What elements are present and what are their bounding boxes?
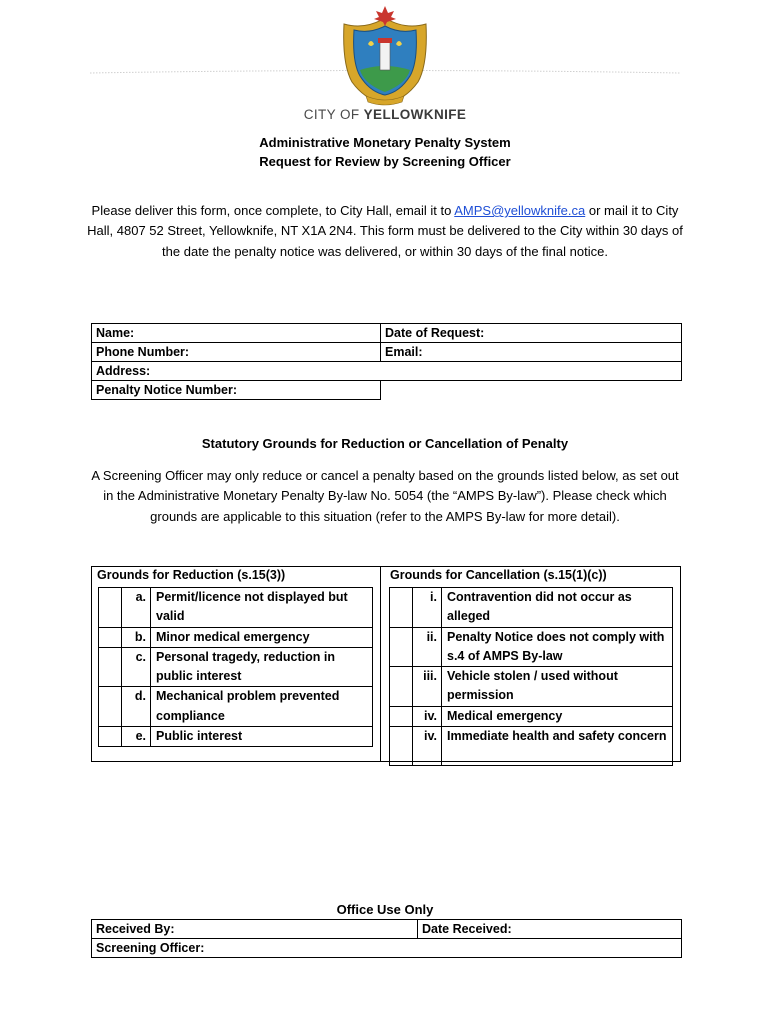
reduction-number: c. xyxy=(122,647,151,687)
cancellation-row xyxy=(390,588,673,628)
cancellation-checkbox[interactable] xyxy=(390,627,413,667)
form-title-line2: Request for Review by Screening Officer xyxy=(259,154,511,169)
reduction-row xyxy=(99,687,373,727)
cancellation-checkbox[interactable] xyxy=(390,706,413,726)
reduction-checkbox[interactable] xyxy=(99,687,122,727)
reduction-grounds-box xyxy=(91,566,381,762)
address-field[interactable]: Address: xyxy=(92,362,682,381)
cancellation-number: i. xyxy=(413,588,442,628)
grounds-heading: Statutory Grounds for Reduction or Cancellation of Penalty xyxy=(201,436,569,451)
reduction-number: d. xyxy=(122,687,151,727)
reduction-items-table xyxy=(98,587,373,747)
reduction-checkbox[interactable] xyxy=(99,627,122,647)
reduction-text: Mechanical problem prevented compliance xyxy=(151,687,373,727)
reduction-row xyxy=(99,647,373,687)
amps-email-link[interactable]: AMPS@yellowknife.ca xyxy=(454,203,586,218)
reduction-row xyxy=(99,588,373,628)
request-info-table xyxy=(91,323,682,400)
grounds-description: A Screening Officer may only reduce or cancel a penalty based on the grounds listed below, as set out in the Administrative Monetary Penalty By-law No. 5054 (the “AMPS By-law”). Please check which grounds are applicable to this situation (refer to the AMPS By-law for more detail). xyxy=(91,468,679,524)
cancellation-heading: Grounds for Cancellation (s.15(1)(c)) xyxy=(390,568,607,582)
name-field[interactable]: Name: xyxy=(92,324,381,343)
cancellation-text: Contravention did not occur as alleged xyxy=(442,588,673,628)
reduction-number: e. xyxy=(122,727,151,747)
reduction-number: a. xyxy=(122,588,151,628)
city-name: CITY OF YELLOWKNIFE xyxy=(303,107,467,122)
reduction-row xyxy=(99,627,373,647)
cancellation-row xyxy=(390,706,673,726)
form-title-line1: Administrative Monetary Penalty System xyxy=(259,135,511,150)
reduction-text: Personal tragedy, reduction in public interest xyxy=(151,647,373,687)
cancellation-number: iii. xyxy=(413,667,442,707)
reduction-heading: Grounds for Reduction (s.15(3)) xyxy=(97,568,286,582)
reduction-row xyxy=(99,727,373,747)
reduction-text: Public interest xyxy=(151,727,373,747)
office-use-heading: Office Use Only xyxy=(336,902,434,917)
cancellation-text: Vehicle stolen / used without permission xyxy=(442,667,673,707)
date-received-field[interactable]: Date Received: xyxy=(418,920,682,939)
cancellation-checkbox[interactable] xyxy=(390,667,413,707)
cancellation-row xyxy=(390,627,673,667)
cancellation-number: iv. xyxy=(413,706,442,726)
received-by-field[interactable]: Received By: xyxy=(92,920,418,939)
cancellation-row xyxy=(390,727,673,766)
reduction-text: Permit/licence not displayed but valid xyxy=(151,588,373,628)
cancellation-items-table xyxy=(389,587,673,766)
reduction-number: b. xyxy=(122,627,151,647)
screening-officer-field[interactable]: Screening Officer: xyxy=(92,939,682,958)
reduction-checkbox[interactable] xyxy=(99,727,122,747)
office-use-table xyxy=(91,919,682,958)
email-field[interactable]: Email: xyxy=(381,343,682,362)
cancellation-checkbox[interactable] xyxy=(390,727,413,766)
cancellation-grounds-box xyxy=(380,566,681,762)
city-crest-logo xyxy=(330,4,440,110)
cancellation-number: iv. xyxy=(413,727,442,766)
intro-paragraph: Please deliver this form, once complete, to City Hall, email it to AMPS@yellowknife.ca or mail it to City Hall, 4807 52 Street, Yellowknife, NT X1A 2N4. This form must be delivered to the City within 30 days of the date the penalty notice was delivered, or within 30 days of the final notice. xyxy=(87,203,683,259)
penalty-notice-number-field[interactable]: Penalty Notice Number: xyxy=(92,381,381,400)
reduction-checkbox[interactable] xyxy=(99,588,122,628)
date-of-request-field[interactable]: Date of Request: xyxy=(381,324,682,343)
cancellation-text: Medical emergency xyxy=(442,706,673,726)
reduction-text: Minor medical emergency xyxy=(151,627,373,647)
cancellation-checkbox[interactable] xyxy=(390,588,413,628)
cancellation-number: ii. xyxy=(413,627,442,667)
phone-number-field[interactable]: Phone Number: xyxy=(92,343,381,362)
cancellation-text: Penalty Notice does not comply with s.4 of AMPS By-law xyxy=(442,627,673,667)
reduction-checkbox[interactable] xyxy=(99,647,122,687)
cancellation-row xyxy=(390,667,673,707)
cancellation-text: Immediate health and safety concern xyxy=(442,727,673,766)
